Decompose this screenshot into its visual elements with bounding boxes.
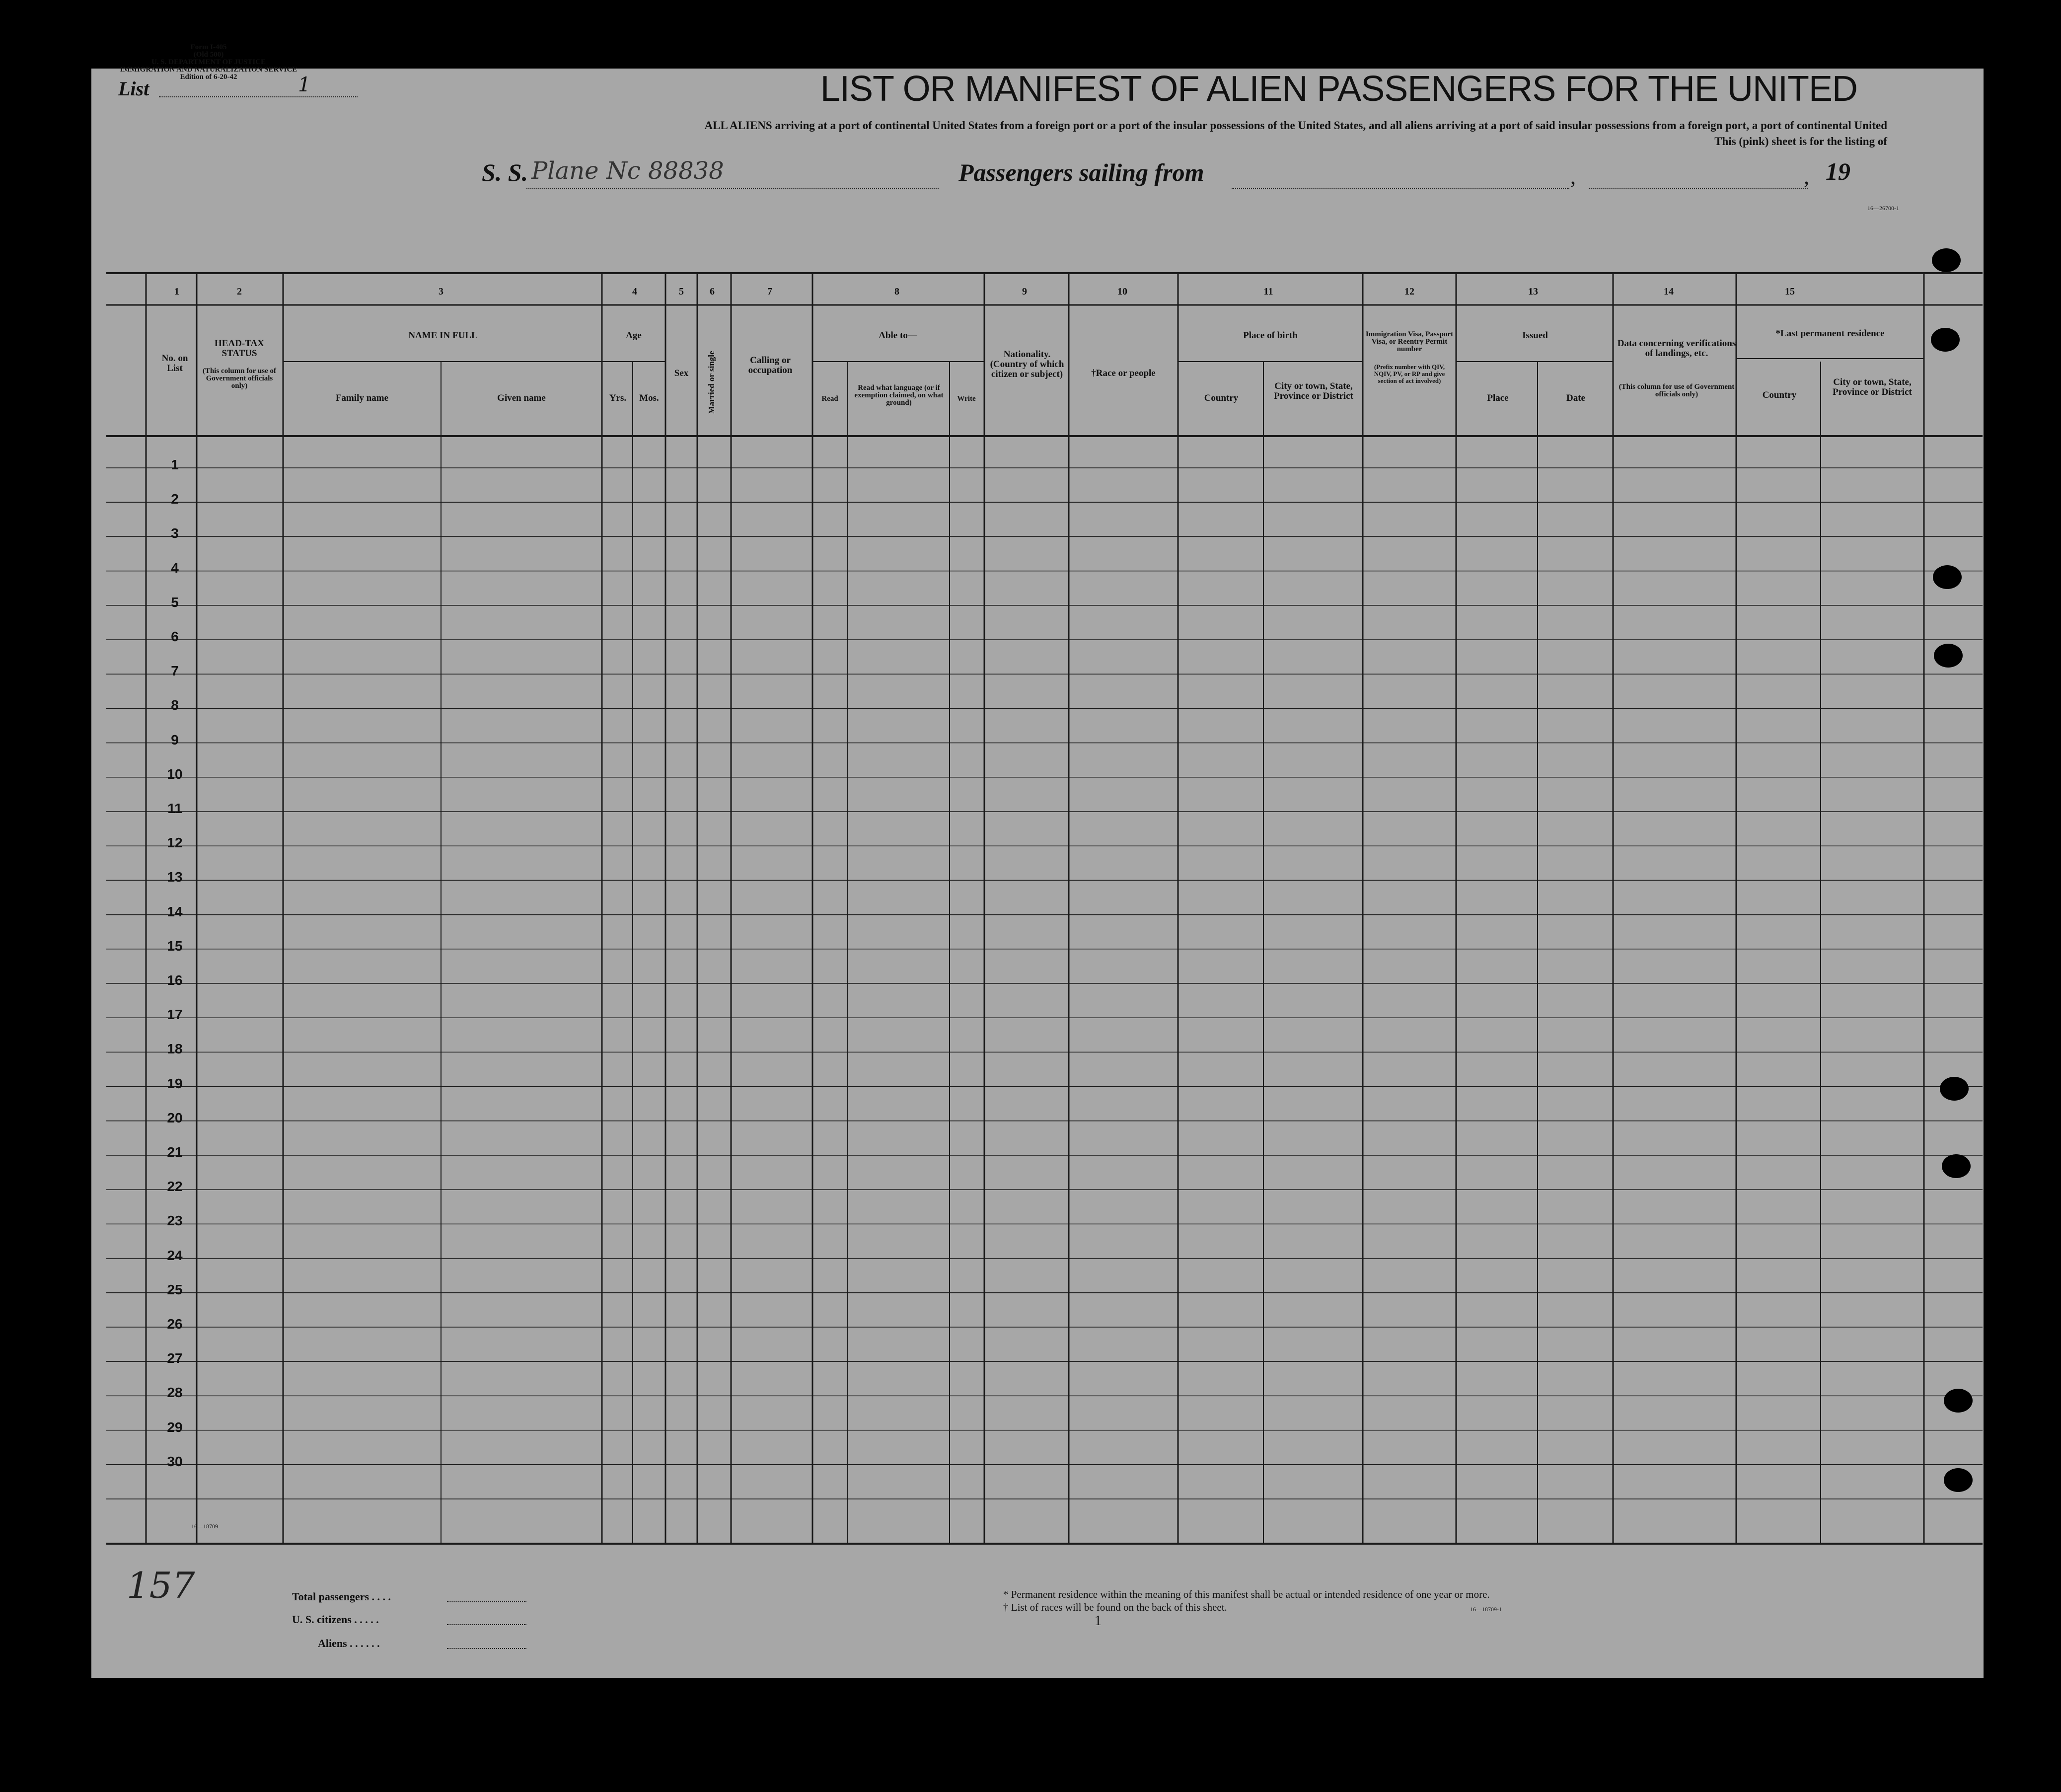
- manifest-instructions: ALL ALIENS arriving at a port of continental United States from a foreign port or a port of the insular possessions of the United States, and all aliens arriving at a port of said insular possessions from a foreign port, a port of continental United: [704, 119, 1887, 132]
- form-code-bottom: 16—18709-1: [1470, 1606, 1502, 1613]
- separator-comma: ,: [1804, 164, 1809, 189]
- form-identifier-line: (Old 500): [193, 51, 224, 59]
- column-number: 3: [439, 286, 443, 297]
- column-number: 9: [1022, 286, 1027, 297]
- header-visa-note: (Prefix number with QIV, NQIV, PV, or RP and give section of act involved): [1374, 363, 1445, 384]
- binder-hole: [1934, 644, 1963, 668]
- form-identifier-line: IMMIGRATION AND NATURALIZATION SERVICE: [120, 66, 297, 74]
- sailing-date-field[interactable]: [1589, 188, 1808, 189]
- header-able-to: Able to—: [879, 330, 917, 341]
- header-read-what-language: Read what language (or if exemption claimed, on what ground): [854, 384, 944, 407]
- header-head-tax: HEAD-TAX STATUS: [215, 338, 264, 359]
- header-family-name: Family name: [335, 393, 389, 403]
- header-age: Age: [626, 330, 642, 341]
- header-age-years: Yrs.: [609, 393, 627, 403]
- vessel-label: S. S.: [482, 158, 528, 186]
- separator-comma: ,: [1570, 164, 1576, 189]
- row-number: 2: [171, 491, 179, 507]
- sailing-port-field[interactable]: [1232, 188, 1569, 189]
- column-number: 8: [894, 286, 899, 297]
- binder-hole: [1933, 565, 1962, 589]
- header-birth-city: City or town, State, Province or District: [1274, 381, 1353, 401]
- header-place-of-birth: Place of birth: [1243, 330, 1298, 341]
- column-number: 1: [174, 286, 179, 297]
- row-number: 26: [167, 1316, 183, 1332]
- form-identifier-line: U. S. DEPARTMENT OF JUSTICE: [151, 58, 266, 66]
- column-number: 4: [632, 286, 637, 297]
- column-number: 11: [1263, 286, 1273, 297]
- vessel-name-field[interactable]: Plane Nc 88838: [531, 157, 724, 185]
- row-number: 20: [167, 1110, 183, 1125]
- header-race-or-people: †Race or people: [1091, 368, 1156, 378]
- row-number: 15: [167, 938, 183, 954]
- column-number: 13: [1528, 286, 1538, 297]
- total-passengers-label: Total passengers . . . .: [292, 1590, 391, 1603]
- row-number: 9: [171, 732, 179, 747]
- header-birth-country: Country: [1204, 393, 1239, 403]
- row-number: 4: [171, 560, 179, 576]
- aliens-field[interactable]: [447, 1648, 526, 1649]
- header-residence-city: City or town, State, Province or District: [1833, 377, 1912, 397]
- column-number: 10: [1117, 286, 1127, 297]
- aliens-label: Aliens . . . . . .: [318, 1637, 380, 1649]
- row-number: 12: [167, 835, 183, 851]
- column-number: 2: [237, 286, 242, 297]
- header-verification: Data concerning verifications of landings, etc.: [1617, 338, 1736, 359]
- row-number: 10: [167, 766, 183, 782]
- us-citizens-field[interactable]: [447, 1624, 526, 1625]
- row-number: 7: [171, 663, 179, 679]
- total-passengers-field[interactable]: [447, 1601, 526, 1602]
- binder-hole: [1932, 248, 1961, 272]
- sailing-from-label: Passengers sailing from: [958, 158, 1204, 186]
- manifest-instructions-continued: This (pink) sheet is for the listing of: [1714, 135, 1887, 148]
- row-number: 6: [171, 629, 179, 644]
- row-number: 5: [171, 594, 179, 610]
- row-number: 30: [167, 1453, 183, 1469]
- column-number: 5: [679, 286, 684, 297]
- us-citizens-label: U. S. citizens . . . . .: [292, 1613, 379, 1626]
- column-number: 14: [1664, 286, 1674, 297]
- header-married-or-single: Married or single: [707, 351, 716, 414]
- handwritten-margin-number: 157: [127, 1565, 195, 1606]
- row-number: 27: [167, 1350, 183, 1366]
- row-number: 28: [167, 1385, 183, 1401]
- row-number: 1: [171, 457, 179, 472]
- list-label: List: [118, 77, 149, 100]
- row-number: 21: [167, 1144, 183, 1160]
- header-write: Write: [957, 395, 976, 403]
- column-number: 7: [767, 286, 772, 297]
- page-mark: 1: [1095, 1613, 1102, 1629]
- binder-hole: [1944, 1468, 1973, 1492]
- grid-form-code: 16—18709: [191, 1523, 218, 1530]
- manifest-title: LIST OR MANIFEST OF ALIEN PASSENGERS FOR THE UNITED: [820, 69, 1857, 109]
- row-number: 3: [171, 525, 179, 541]
- list-value[interactable]: 1: [298, 74, 311, 96]
- header-given-name: Given name: [497, 393, 546, 403]
- row-number: 18: [167, 1041, 183, 1057]
- header-age-months: Mos.: [639, 393, 659, 403]
- binder-hole: [1944, 1389, 1973, 1413]
- row-number: 23: [167, 1213, 183, 1229]
- row-number: 11: [167, 801, 182, 816]
- header-last-permanent-residence: *Last permanent residence: [1775, 328, 1885, 339]
- binder-hole: [1942, 1154, 1971, 1178]
- form-identifier-line: Edition of 6-20-42: [180, 73, 237, 81]
- column-number: 15: [1785, 286, 1795, 297]
- header-residence-country: Country: [1762, 390, 1797, 400]
- binder-hole: [1931, 328, 1960, 352]
- row-number: 29: [167, 1419, 183, 1435]
- row-number: 17: [167, 1007, 183, 1023]
- vessel-field-line: [526, 188, 939, 189]
- row-number: 25: [167, 1281, 183, 1297]
- form-identifier: [114, 44, 303, 81]
- form-code: 16—26700-1: [1867, 205, 1899, 212]
- header-name-in-full: NAME IN FULL: [408, 330, 478, 341]
- binder-hole: [1940, 1077, 1969, 1101]
- header-issued: Issued: [1522, 330, 1548, 341]
- header-head-tax-note: (This column for use of Government officials only): [202, 367, 277, 390]
- row-number: 16: [167, 972, 183, 988]
- year-label: 19: [1826, 157, 1850, 185]
- footnote-residence: * Permanent residence within the meaning of this manifest shall be actual or intended residence of one year or more.: [1003, 1588, 1490, 1600]
- header-issued-date: Date: [1566, 393, 1585, 403]
- form-identifier-line: Form I-405: [190, 43, 227, 51]
- header-read: Read: [821, 395, 838, 403]
- row-number: 8: [171, 697, 179, 713]
- column-number: 6: [710, 286, 715, 297]
- row-number: 22: [167, 1179, 183, 1195]
- header-nationality: Nationality. (Country of which citizen or subject): [990, 349, 1064, 379]
- row-number: 19: [167, 1075, 183, 1091]
- header-immigration-visa: Immigration Visa, Passport Visa, or Reentry Permit number: [1365, 330, 1454, 353]
- row-number: 13: [167, 869, 183, 885]
- header-calling-occupation: Calling or occupation: [748, 355, 793, 375]
- column-number: 12: [1404, 286, 1414, 297]
- row-number: 24: [167, 1247, 183, 1263]
- header-verification-note: (This column for use of Government officials only): [1619, 383, 1735, 398]
- header-sex: Sex: [674, 368, 689, 378]
- footnote-races: † List of races will be found on the back of this sheet.: [1003, 1601, 1227, 1613]
- header-issued-place: Place: [1487, 393, 1509, 403]
- row-number: 14: [167, 903, 183, 919]
- list-field-line: [159, 96, 358, 97]
- header-no-on-list: No. on List: [161, 353, 188, 373]
